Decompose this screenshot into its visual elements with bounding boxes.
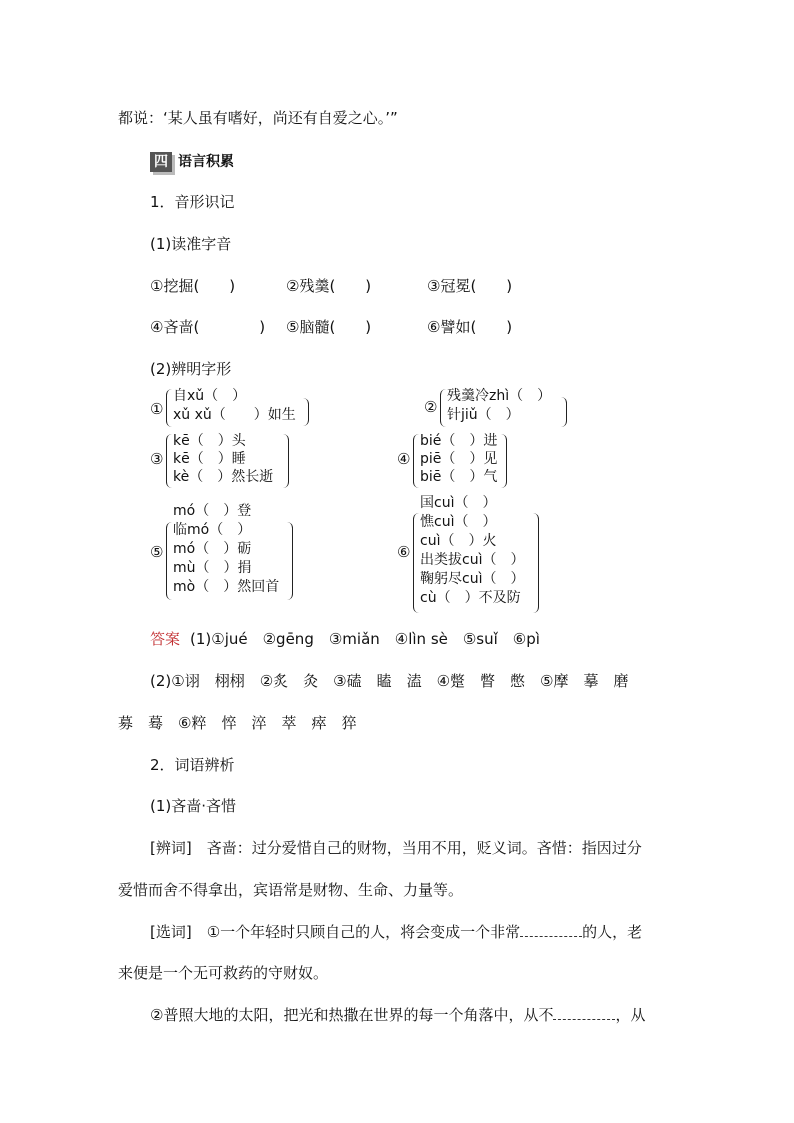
xuanci-1-pre: [选词] ①一个年轻时只顾自己的人，将会变成一个非常 (150, 923, 521, 941)
pron-item-4: ④吝啬( ) (150, 318, 266, 336)
glyph-group-3-line: kē（ ）睡 (173, 451, 246, 467)
q1-part2-title: (2)辨明字形 (150, 360, 232, 378)
bianci-line-2: 爱惜而舍不得拿出，宾语常是财物、生命、力量等。 (118, 881, 464, 899)
group-1-right-brace (303, 398, 309, 426)
bianci-line-1: [辨词] 吝啬：过分爱惜自己的财物，当用不用，贬义词。吝惜：指因过分 (150, 839, 642, 857)
group-2-left-brace (440, 389, 446, 427)
glyph-group-5-num: ⑤ (150, 543, 164, 561)
xuanci-2-pre: ②普照大地的太阳，把光和热撒在世界的每一个角落中，从不 (150, 1006, 554, 1024)
pron-item-1: ①挖掘( ) (150, 277, 236, 295)
glyph-group-6-line: 憔cuì（ ） (420, 514, 497, 530)
glyph-group-3-line: kē（ ）头 (173, 433, 246, 449)
group-4-left-brace (413, 434, 419, 488)
glyph-group-5-line: mò（ ）然回首 (173, 579, 280, 595)
glyph-group-4-line: biē（ ）气 (420, 469, 498, 485)
glyph-group-5-line: 临mó（ ） (173, 522, 252, 538)
xuanci-line-2: 来便是一个无可救药的守财奴。 (118, 964, 329, 982)
glyph-group-6-line: 鞠躬尽cuì（ ） (420, 571, 525, 587)
glyph-group-1-num: ① (150, 400, 164, 418)
pron-item-6: ⑥譬如( ) (427, 318, 513, 336)
group-2-right-brace (561, 397, 567, 427)
group-6-left-brace (413, 513, 419, 613)
group-1-left-brace (166, 389, 172, 427)
group-5-right-brace (287, 522, 293, 600)
glyph-group-6-line: 国cuì（ ） (420, 495, 497, 511)
glyph-group-1-line: xǔ xǔ（ ）如生 (173, 407, 296, 423)
q2-sub1: (1)吝啬·吝惜 (150, 797, 237, 815)
pron-item-5: ⑤脑髓( ) (286, 318, 372, 336)
glyph-group-6-line: cù（ ）不及防 (420, 590, 521, 606)
section-badge: 四 (150, 152, 172, 172)
answer-part1: (1)①jué ②gēng ③miǎn ④lìn sè ⑤suǐ ⑥pì (190, 630, 540, 648)
glyph-group-1-line: 自xǔ（ ） (173, 388, 247, 404)
answer-part2-line1: (2)①诩 栩栩 ②炙 灸 ③磕 瞌 溘 ④蹩 瞥 憋 ⑤摩 摹 磨 (150, 672, 629, 690)
glyph-group-6-line: 出类拔cuì（ ） (420, 552, 525, 568)
q2-title: 2．词语辨析 (150, 756, 235, 774)
glyph-group-4-line: bié（ ）进 (420, 433, 498, 449)
group-3-right-brace (283, 434, 289, 488)
answer-line-1 (150, 632, 540, 647)
glyph-group-3-line: kè（ ）然长逝 (173, 469, 274, 485)
glyph-group-6-num: ⑥ (397, 543, 411, 561)
intro-line: 都说：‘某人虽有嗜好，尚还有自爱之心。’” (118, 109, 398, 127)
group-5-left-brace (166, 522, 172, 600)
pron-item-2: ②残羹( ) (286, 277, 372, 295)
fill-blank-2[interactable] (553, 1007, 615, 1020)
fill-blank-1[interactable] (520, 924, 582, 937)
xuanci-2-post: ，从 (615, 1006, 646, 1024)
xuanci-1-post: 的人，老 (582, 923, 643, 941)
group-6-right-brace (533, 513, 539, 613)
section-header (150, 152, 234, 172)
glyph-group-2-line: 残羹冷zhì（ ） (447, 388, 552, 404)
q1-part1-title: (1)读准字音 (150, 235, 232, 253)
q1-title: 1．音形识记 (150, 193, 235, 211)
glyph-group-5-line: mó（ ）登 (173, 503, 252, 519)
glyph-group-5-line: mó（ ）砺 (173, 541, 252, 557)
glyph-group-2-line: 针jiǔ（ ） (447, 407, 520, 423)
glyph-group-4-line: piē（ ）见 (420, 451, 498, 467)
group-4-right-brace (501, 434, 507, 488)
pron-item-3: ③冠冕( ) (427, 277, 513, 295)
answer-part2-line2: 募 蓦 ⑥粹 悴 淬 萃 瘁 猝 (118, 714, 357, 732)
glyph-group-3-num: ③ (150, 450, 164, 468)
glyph-group-2-num: ② (424, 398, 438, 416)
glyph-group-5-line: mù（ ）捐 (173, 560, 252, 576)
section-title: 语言积累 (178, 154, 234, 170)
group-3-left-brace (166, 434, 172, 488)
answer-label: 答案 (150, 630, 181, 648)
glyph-group-6-line: cuì（ ）火 (420, 533, 497, 549)
glyph-group-4-num: ④ (397, 450, 411, 468)
xuanci-line-3 (150, 1007, 645, 1023)
xuanci-line-1 (150, 924, 642, 940)
